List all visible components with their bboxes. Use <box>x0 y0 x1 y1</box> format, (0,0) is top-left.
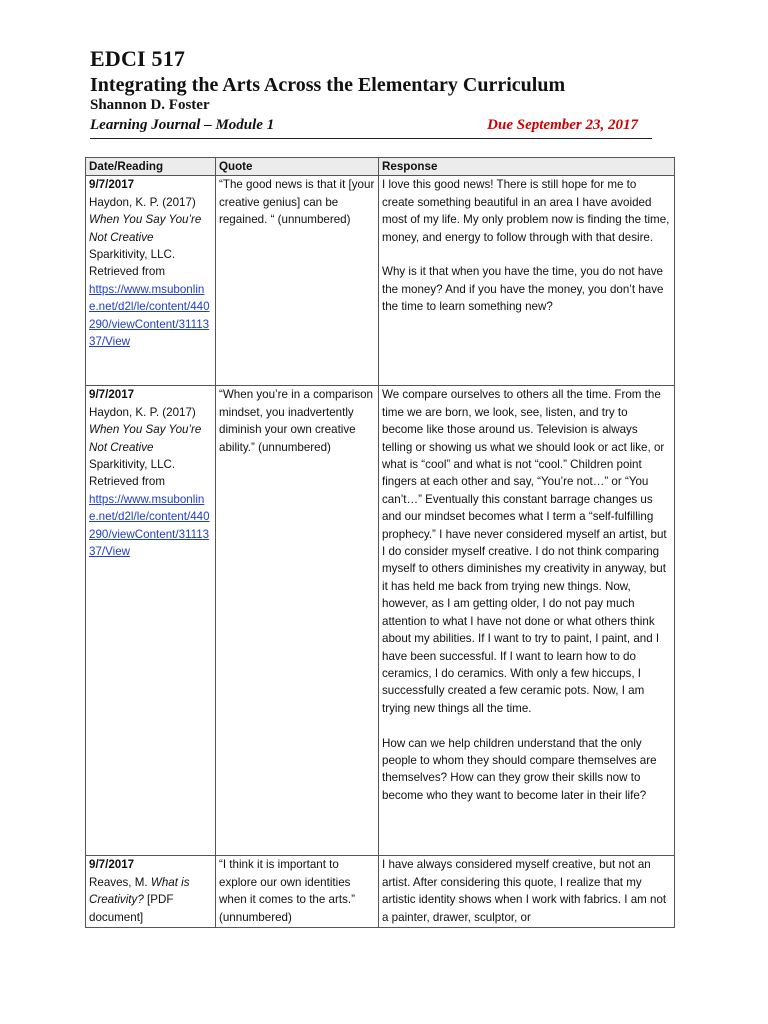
header-date-reading: Date/Reading <box>86 158 216 176</box>
reference-author: Haydon, K. P. (2017) <box>89 195 196 209</box>
quote-cell: “The good news is that it [your creative genius] can be regained. “ (unnumbered) <box>216 176 379 386</box>
table-header-row <box>86 158 675 176</box>
reference-link[interactable]: https://www.msubonline.net/d2l/le/content/440290/viewContent/3111337/View <box>89 282 210 349</box>
table-row <box>86 386 675 856</box>
course-code: EDCI 517 <box>90 46 186 71</box>
response-cell <box>379 856 675 928</box>
entry-date: 9/7/2017 <box>89 858 135 872</box>
header-quote: Quote <box>216 158 379 176</box>
reading-cell <box>86 176 216 386</box>
course-title: Integrating the Arts Across the Elementary Curriculum <box>90 74 566 96</box>
reference-title: When You Say You’re Not Creative <box>89 213 202 244</box>
response-cell <box>379 386 675 856</box>
reference-publisher: Sparkitivity, LLC. Retrieved from <box>89 248 176 279</box>
reference-author: Reaves, M. <box>89 875 148 889</box>
quote-cell: “I think it is important to explore our own identities when it comes to the arts.” (unnumbered) <box>216 856 379 928</box>
response-paragraph: We compare ourselves to others all the time. From the time we are born, we look, see, listen, and try to become like those around us. Television is always telling or showing us what we should look or act like, or what is “cool” and what is not “cool.” Children point fingers at each other and say, “You’re not…” or “You can’t…” Eventually this constant barrage changes us and our mindset becomes what I term a “self-fulfilling prophecy.” I have never considered myself an artist, but I do consider myself creative. I do not think comparing myself to others diminishes my creativity in anyway, but it has held me back from trying new things. Now, however, as I am getting older, I do not pay much attention to what I have not done or what others think about my abilities. If I want to try to paint, I paint, and I have been successful. If I want to learn how to do ceramics, I do ceramics. With only a few hiccups, I successfully created a few ceramic pots. Now, I am trying new things all the time. <box>382 388 667 715</box>
reference-link[interactable]: https://www.msubonline.net/d2l/le/content/440290/viewContent/3111337/View <box>89 492 210 559</box>
journal-label: Learning Journal – Module 1 <box>90 117 275 133</box>
reading-cell <box>86 386 216 856</box>
author-name: Shannon D. Foster <box>90 97 210 113</box>
reference-publisher: Sparkitivity, LLC. Retrieved from <box>89 458 176 489</box>
reference-publisher: [PDF document] <box>89 893 174 924</box>
entry-date: 9/7/2017 <box>89 388 135 402</box>
response-paragraph: I have always considered myself creative, but not an artist. After considering this quote, I realize that my artistic identity shows when I work with fabrics. I am not a painter, drawer, sculptor, or <box>382 858 667 924</box>
response-question: How can we help children understand that the only people to whom they should compare themselves are themselves? How can they grow their skills now to become who they want to become later in their life? <box>382 736 657 802</box>
reference-title: What is Creativity? <box>89 875 190 907</box>
reference-title: When You Say You’re Not Creative <box>89 423 202 454</box>
quote-cell: “When you’re in a comparison mindset, you inadvertently diminish your own creative ability.” (unnumbered) <box>216 386 379 856</box>
response-question: Why is it that when you have the time, you do not have the money? And if you have the money, you don’t have the time to learn something new? <box>382 265 664 314</box>
response-cell <box>379 176 675 386</box>
response-paragraph: I love this good news! There is still hope for me to create something beautiful in an area I have avoided most of my life. My only problem now is finding the time, money, and energy to follow through with that desire. <box>382 178 670 244</box>
entry-date: 9/7/2017 <box>89 178 135 192</box>
reference-author: Haydon, K. P. (2017) <box>89 405 196 419</box>
due-date: Due September 23, 2017 <box>487 117 638 133</box>
table-row <box>86 856 675 928</box>
table-row <box>86 176 675 386</box>
reading-cell <box>86 856 216 928</box>
header-response: Response <box>379 158 675 176</box>
journal-table <box>85 157 675 928</box>
subtitle-line <box>90 116 652 139</box>
